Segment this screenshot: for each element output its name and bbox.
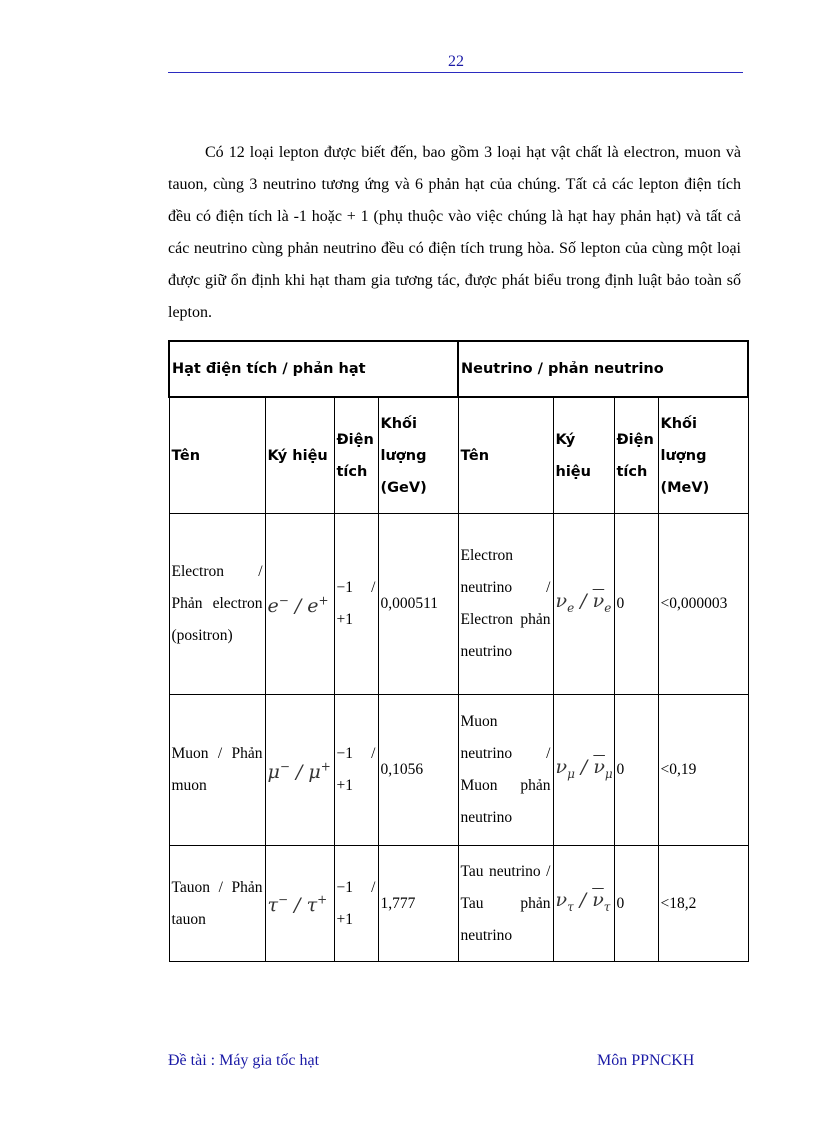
neutrino-charge: 0 xyxy=(614,846,658,962)
col-header-mass-gev: Khối lượng (GeV) xyxy=(378,397,458,514)
particle-charge: −1 / +1 xyxy=(334,695,378,846)
footer-topic: Đề tài : Máy gia tốc hạt xyxy=(168,1052,320,1069)
neutrino-charge: 0 xyxy=(614,514,658,695)
particle-symbol: e− / e+ xyxy=(265,514,334,695)
neutrino-mass: <18,2 xyxy=(658,846,748,962)
neutrino-name: Muon neutrino / Muon phản neutrino xyxy=(458,695,553,846)
particle-symbol: μ− / μ+ xyxy=(265,695,334,846)
particle-name: Electron / Phản electron (positron) xyxy=(169,514,265,695)
neutrino-mass: <0,000003 xyxy=(658,514,748,695)
col-header-nu-symbol: Ký hiệu xyxy=(553,397,614,514)
page-number: 22 xyxy=(448,53,464,70)
neutrino-symbol: $\nu_\tau / \overline{\nu}_\tau$ xyxy=(553,846,614,962)
particle-name: Tauon / Phản tauon xyxy=(169,846,265,962)
particle-symbol: τ− / τ+ xyxy=(265,846,334,962)
neutrino-symbol: $\nu_e / \overline{\nu}_e$ xyxy=(553,514,614,695)
table-row xyxy=(169,846,748,962)
col-header-symbol: Ký hiệu xyxy=(265,397,334,514)
particle-charge: −1 / +1 xyxy=(334,846,378,962)
column-header-row xyxy=(169,397,748,514)
col-header-nu-charge: Điện tích xyxy=(614,397,658,514)
neutrino-name: Electron neutrino / Electron phản neutrino xyxy=(458,514,553,695)
group-header-row xyxy=(169,341,748,397)
neutrino-symbol: $\nu_\mu / \overline{\nu}_\mu$ xyxy=(553,695,614,846)
col-header-nu-name: Tên xyxy=(458,397,553,514)
col-header-nu-mass-mev: Khối lượng (MeV) xyxy=(658,397,748,514)
footer-course: Môn PPNCKH xyxy=(597,1052,695,1069)
particle-mass: 0,000511 xyxy=(378,514,458,695)
neutrino-name: Tau neutrino / Tau phản neutrino xyxy=(458,846,553,962)
table-row xyxy=(169,695,748,846)
header-rule xyxy=(168,72,743,73)
neutrino-charge: 0 xyxy=(614,695,658,846)
table-row xyxy=(169,514,748,695)
neutrino-mass: <0,19 xyxy=(658,695,748,846)
particle-mass: 0,1056 xyxy=(378,695,458,846)
particle-name: Muon / Phản muon xyxy=(169,695,265,846)
group-header-neutrino: Neutrino / phản neutrino xyxy=(458,341,748,397)
col-header-name: Tên xyxy=(169,397,265,514)
particle-charge: −1 / +1 xyxy=(334,514,378,695)
intro-paragraph: Có 12 loại lepton được biết đến, bao gồm 3 loại hạt vật chất là electron, muon và tauon, cùng 3 neutrino tương ứng và 6 phản hạt của chúng. Tất cả các lepton điện tích đều có điện tích là -1 hoặc + 1 (phụ thuộc vào việc chúng là hạt hay phản hạt) và tất cả các neutrino cùng phản neutrino đều có điện tích trung hòa. Số lepton của cùng một loại được giữ ổn định khi hạt tham gia tương tác, được phát biểu trong định luật bảo toàn số lepton. xyxy=(168,144,741,321)
group-header-charged: Hạt điện tích / phản hạt xyxy=(169,341,458,397)
lepton-table xyxy=(168,340,749,962)
col-header-charge: Điện tích xyxy=(334,397,378,514)
particle-mass: 1,777 xyxy=(378,846,458,962)
